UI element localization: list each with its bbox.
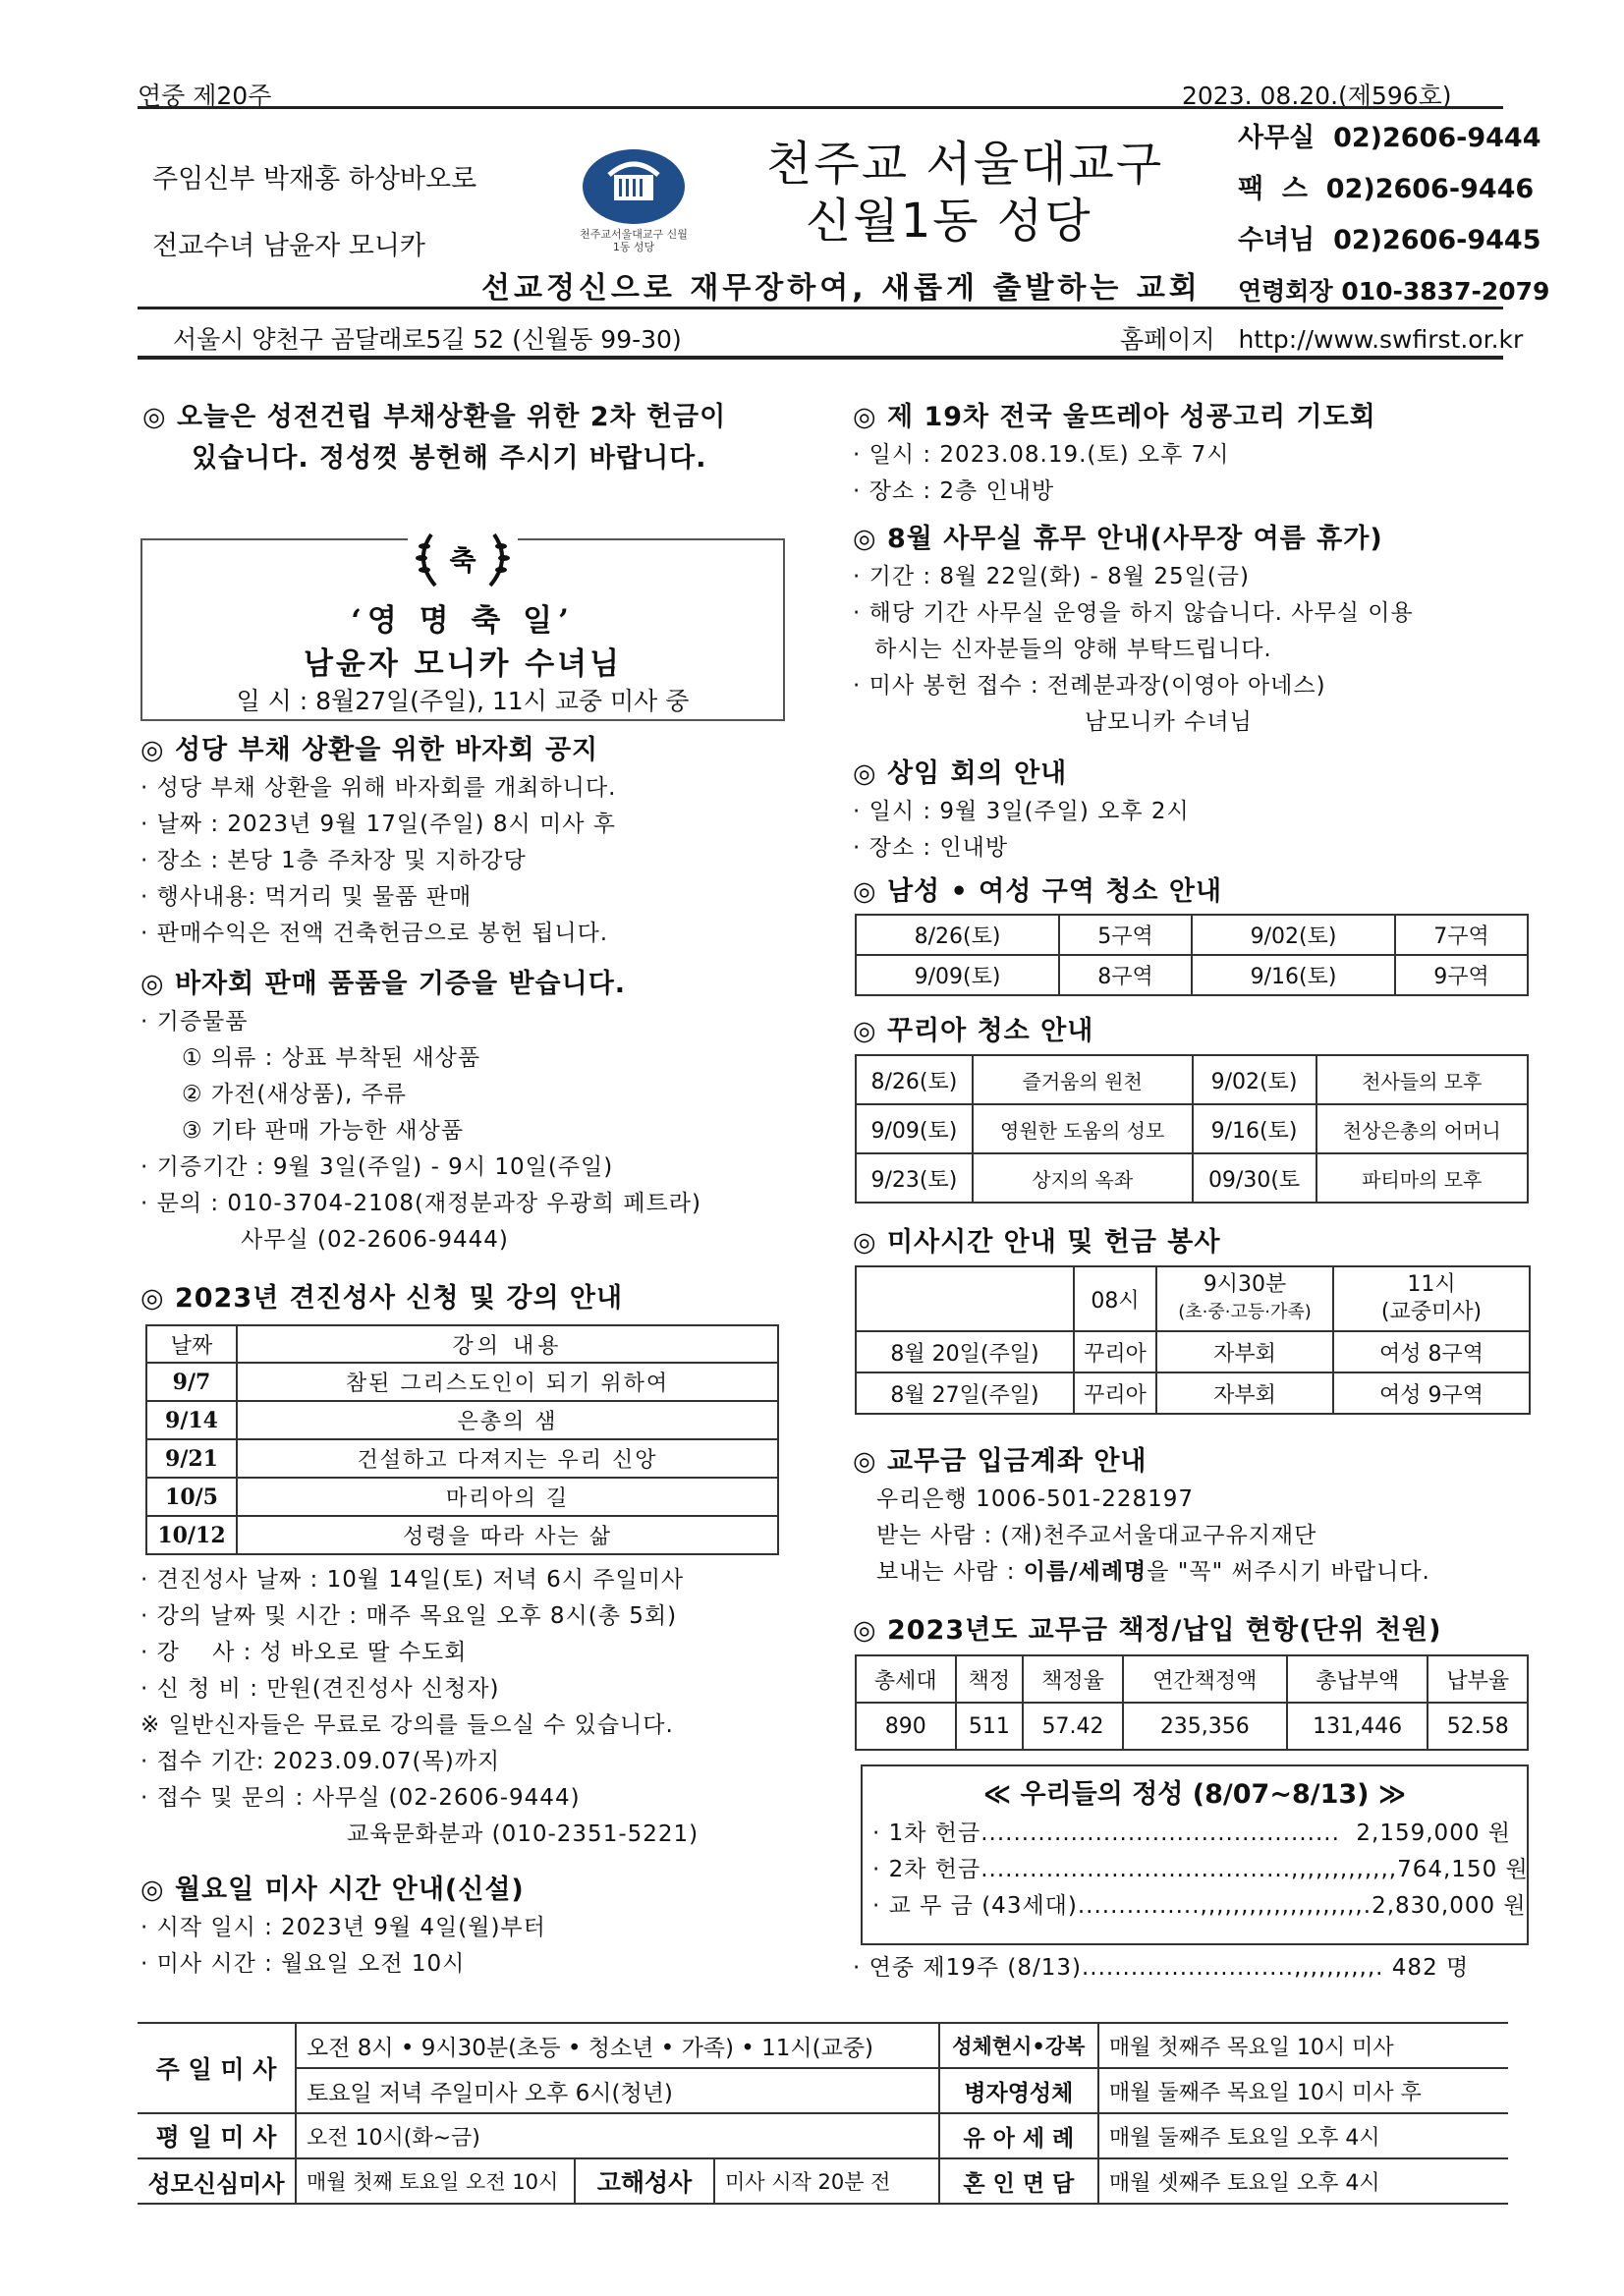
confession-label: 고해성사 (575, 2158, 714, 2204)
table-row: 8/26(토) 5구역 9/02(토) 7구역 (856, 915, 1528, 955)
offering-head: ≪ 우리들의 정성 (8/07~8/13) ≫ (982, 1779, 1407, 1810)
account-section (853, 1442, 1430, 1591)
offering-lines (872, 1816, 1529, 1925)
table-row: 9/7 참된 그리스도인이 되기 위하여 (146, 1363, 778, 1401)
donate-section (140, 965, 701, 1259)
table-row: 9/21 건설하고 다져지는 우리 신앙 (146, 1439, 778, 1478)
bazaar-line: · 장소 : 본당 1층 주차장 및 지하강당 (140, 848, 527, 873)
pray-line: · 장소 : 2층 인내방 (853, 478, 1055, 504)
contact-list (1238, 113, 1549, 317)
sick-communion-value: 매월 둘째주 목요일 10시 미사 후 (1098, 2068, 1508, 2113)
top-rule (138, 106, 1503, 109)
office-line: 하시는 신자분들의 양해 부탁드립니다. (874, 637, 1272, 662)
motto: 선교정신으로 재무장하여, 새롭게 출발하는 교회 (481, 271, 1202, 306)
meeting-head: ◎ 상임 회의 안내 (853, 758, 1068, 789)
issue-date: 2023. 08.20.(제596호) (1182, 82, 1452, 110)
curia-head: ◎ 꾸리아 청소 안내 (853, 1016, 1094, 1046)
clean-head: ◎ 남성 • 여성 구역 청소 안내 (853, 876, 1223, 907)
offering-line: · 교 무 금 (43세대)...............,,,,,,,,,,,,,,,,,,,,. 2,830,000 원 (872, 1893, 1527, 1919)
baptism-label: 유 아 세 례 (939, 2113, 1098, 2158)
address: 서울시 양천구 곰달래로5길 52 (신월동 99-30) (173, 325, 682, 354)
feast-name: 남윤자 모니카 수녀님 (303, 646, 623, 682)
feast-box (140, 538, 785, 721)
notice1-l2: 있습니다. 정성껏 봉헌해 주시기 바랍니다. (192, 443, 707, 474)
offering-line: · 2차 헌금......................................,,,,,,,,,,,,, 764,150 원 (872, 1857, 1529, 1882)
dues-head: ◎ 2023년도 교무금 책정/납입 현항(단위 천원) (853, 1615, 1442, 1646)
table-row: 10/5 마리아의 길 (146, 1478, 778, 1516)
meeting-section (853, 755, 1190, 867)
monday-head: ◎ 월요일 미사 시간 안내(신설) (140, 1875, 525, 1905)
contact-sister: 수녀님 02)2606-9445 (1238, 225, 1541, 255)
office-line: · 미사 봉헌 접수 : 전례분과장(이영아 아네스) (853, 673, 1326, 699)
feast-title: ‘영 명 축 일’ (351, 603, 575, 639)
contact-fax: 팩 스 02)2606-9446 (1238, 174, 1535, 204)
donate-line: 사무실 (02-2606-9444) (241, 1227, 509, 1253)
table-row: 총세대 책정 책정율 연간책정액 총납부액 납부율 (856, 1655, 1528, 1703)
homepage-link[interactable]: http://www.swfirst.or.kr (1238, 325, 1524, 354)
pastor: 주임신부 박재홍 하상바오로 (152, 164, 477, 195)
confirm-line: · 접수 기간: 2023.09.07(목)까지 (140, 1749, 501, 1774)
monday-line: · 미사 시간 : 월요일 오전 10시 (140, 1951, 466, 1977)
sunday-mass-times: 오전 8시 • 9시30분(초등 • 청소년 • 가족) • 11시(교중) (296, 2023, 939, 2068)
sunday-mass-label: 주 일 미 사 (138, 2023, 296, 2113)
notice1-l1: ◎ 오늘은 성전건립 부채상환을 위한 2차 헌금이 (142, 402, 727, 432)
confirm-col-date: 날짜 (146, 1325, 237, 1363)
wreath-icon (408, 527, 518, 593)
mass-col-11: 11시 (교중미사) (1333, 1266, 1530, 1331)
confirm-table (145, 1324, 779, 1555)
marian-mass-time: 매월 첫째 토요일 오전 10시 (296, 2158, 575, 2204)
mass-head: ◎ 미사시간 안내 및 헌금 봉사 (853, 1227, 1221, 1258)
adoration-value: 매월 첫째주 목요일 10시 미사 (1098, 2023, 1508, 2068)
account-line: 보내는 사람 : 이름/세례명을 "꼭" 써주시기 바랍니다. (876, 1559, 1430, 1585)
bazaar-head: ◎ 성당 부채 상환을 위한 바자회 공지 (140, 735, 599, 765)
weekday-mass-times: 오전 10시(화~금) (296, 2113, 939, 2158)
account-head: ◎ 교무금 입금계좌 안내 (853, 1446, 1148, 1477)
donate-line: ② 가전(새상품), 주류 (182, 1082, 408, 1107)
adoration-label: 성체현시•강복 (939, 2023, 1098, 2068)
donate-line: · 기증물품 (140, 1009, 249, 1035)
confirm-line: · 접수 및 문의 : 사무실 (02-2606-9444) (140, 1785, 581, 1811)
bazaar-line: · 행사내용: 먹거리 및 물품 판매 (140, 884, 473, 910)
confirm-line: · 강의 날짜 및 시간 : 매주 목요일 오후 8시(총 5회) (140, 1603, 678, 1629)
bazaar-section (140, 731, 616, 952)
table-row: 9/23(토) 상지의 옥좌 09/30(토 파티마의 모후 (856, 1153, 1528, 1203)
bazaar-line: · 성당 부채 상환을 위해 바자회를 개최하니다. (140, 775, 617, 801)
account-line: 받는 사람 : (재)천주교서울대교구유지재단 (876, 1523, 1317, 1548)
confirm-line: 교육문화분과 (010-2351-5221) (347, 1821, 700, 1847)
homepage: 홈페이지 http://www.swfirst.or.kr (1120, 325, 1524, 354)
attendance-count: · 연중 제19주 (8/13)..........................,,,,,,,,,,. 482 명 (853, 1955, 1470, 1981)
dues-table (855, 1654, 1529, 1751)
sick-communion-label: 병자영성체 (939, 2068, 1098, 2113)
office-line: · 기간 : 8월 22일(화) - 8월 25일(금) (853, 564, 1250, 589)
confession-value: 미사 시작 20분 전 (714, 2158, 939, 2204)
confirm-line: · 신 청 비 : 만원(견진성사 신청자) (140, 1676, 500, 1702)
meeting-line: · 일시 : 9월 3일(주일) 오후 2시 (853, 799, 1190, 824)
table-row: 8월 27일(주일) 꾸리아 자부회 여성 9구역 (856, 1372, 1530, 1414)
celebrate-mark: 축 (449, 544, 476, 577)
parish-logo (580, 145, 688, 253)
pray-head: ◎ 제 19차 전국 울뜨레아 성굥고리 기도회 (853, 402, 1376, 432)
monday-line: · 시작 일시 : 2023년 9월 4일(월)부터 (140, 1915, 546, 1940)
marriage-value: 매월 셋째주 토요일 오후 4시 (1098, 2158, 1508, 2204)
logo-caption: 천주교서울대교구 신월1동 성당 (580, 228, 688, 253)
office-section (853, 520, 1414, 741)
monday-section (140, 1871, 546, 1983)
marriage-label: 혼 인 면 담 (939, 2158, 1098, 2204)
pray-section (853, 398, 1376, 510)
confirm-line: ※ 일반신자들은 무료로 강의를 들으실 수 있습니다. (140, 1712, 674, 1738)
parish-title-2: 신월1동 성당 (806, 194, 1092, 249)
clean-table (855, 914, 1529, 996)
confirm-col-content: 강의 내용 (237, 1325, 778, 1363)
table-row: 9/09(토) 8구역 9/16(토) 9구역 (856, 955, 1528, 995)
contact-office: 사무실 02)2606-9444 (1238, 123, 1541, 153)
office-head: ◎ 8월 사무실 휴무 안내(사무장 여름 휴가) (853, 524, 1383, 554)
pray-line: · 일시 : 2023.08.19.(토) 오후 7시 (853, 442, 1230, 468)
mass-col-8: 08시 (1074, 1266, 1156, 1331)
saturday-mass: 토요일 저녁 주일미사 오후 6시(청년) (296, 2068, 939, 2113)
office-line: 남모니카 수녀님 (1085, 709, 1253, 735)
offering-box (861, 1764, 1529, 1945)
table-row: 9/09(토) 영원한 도움의 성모 9/16(토) 천상은총의 어머니 (856, 1104, 1528, 1153)
table-row: 10/12 성령을 따라 사는 삶 (146, 1516, 778, 1554)
donate-head: ◎ 바자회 판매 품품을 기증을 받습니다. (140, 969, 627, 999)
table-row: 8월 20일(주일) 꾸리아 자부회 여성 8구역 (856, 1331, 1530, 1372)
confirm-line: · 강 사 : 성 바오로 딸 수도회 (140, 1640, 468, 1665)
office-line: · 해당 기간 사무실 운영을 하지 않습니다. 사무실 이용 (853, 600, 1414, 626)
donate-line: · 문의 : 010-3704-2108(재정분과장 우광희 페트라) (140, 1191, 701, 1216)
mass-corner (856, 1266, 1074, 1331)
bazaar-line: · 날짜 : 2023년 9월 17일(주일) 8시 미사 후 (140, 812, 616, 837)
marian-mass-label: 성모신심미사 (138, 2158, 296, 2204)
table-row: 8/26(토) 즐거움의 원천 9/02(토) 천사들의 모후 (856, 1055, 1528, 1104)
donate-line: ③ 기타 판매 가능한 새상품 (182, 1118, 465, 1144)
sister: 전교수녀 남윤자 모니카 (152, 231, 425, 261)
account-line: 우리은행 1006-501-228197 (876, 1486, 1195, 1512)
schedule-table (138, 2022, 1508, 2205)
contact-funeral: 연령회장 010-3837-2079 (1238, 277, 1550, 306)
weekday-mass-label: 평 일 미 사 (138, 2113, 296, 2158)
curia-table (855, 1054, 1529, 1204)
mass-table (855, 1265, 1531, 1415)
address-rule (138, 356, 1503, 360)
table-row: 9/14 은총의 샘 (146, 1401, 778, 1439)
week-label: 연중 제20주 (138, 82, 272, 110)
meeting-line: · 장소 : 인내방 (853, 835, 1009, 861)
header-rule (138, 307, 1503, 309)
bazaar-line: · 판매수익은 전액 건축헌금으로 봉헌 됩니다. (140, 921, 609, 946)
confirm-head: ◎ 2023년 견진성사 신청 및 강의 안내 (140, 1283, 624, 1314)
offering-line: · 1차 헌금............................................ 2,159,000 원 (872, 1820, 1511, 1846)
donate-line: ① 의류 : 상표 부착된 새상품 (182, 1045, 481, 1071)
feast-when: 일 시 : 8월27일(주일), 11시 교중 미사 중 (236, 687, 690, 715)
donate-line: · 기증기간 : 9월 3일(주일) - 9시 10일(주일) (140, 1154, 614, 1180)
confirm-line: · 견진성사 날짜 : 10월 14일(토) 저녁 6시 주일미사 (140, 1567, 685, 1593)
parish-title-1: 천주교 서울대교구 (766, 137, 1164, 192)
table-row: 890 511 57.42 235,356 131,446 52.58 (856, 1703, 1528, 1750)
baptism-value: 매월 둘째주 토요일 오후 4시 (1098, 2113, 1508, 2158)
confirm-info (140, 1562, 699, 1853)
mass-col-930: 9시30분 (초·중·고등·가족) (1156, 1266, 1333, 1331)
